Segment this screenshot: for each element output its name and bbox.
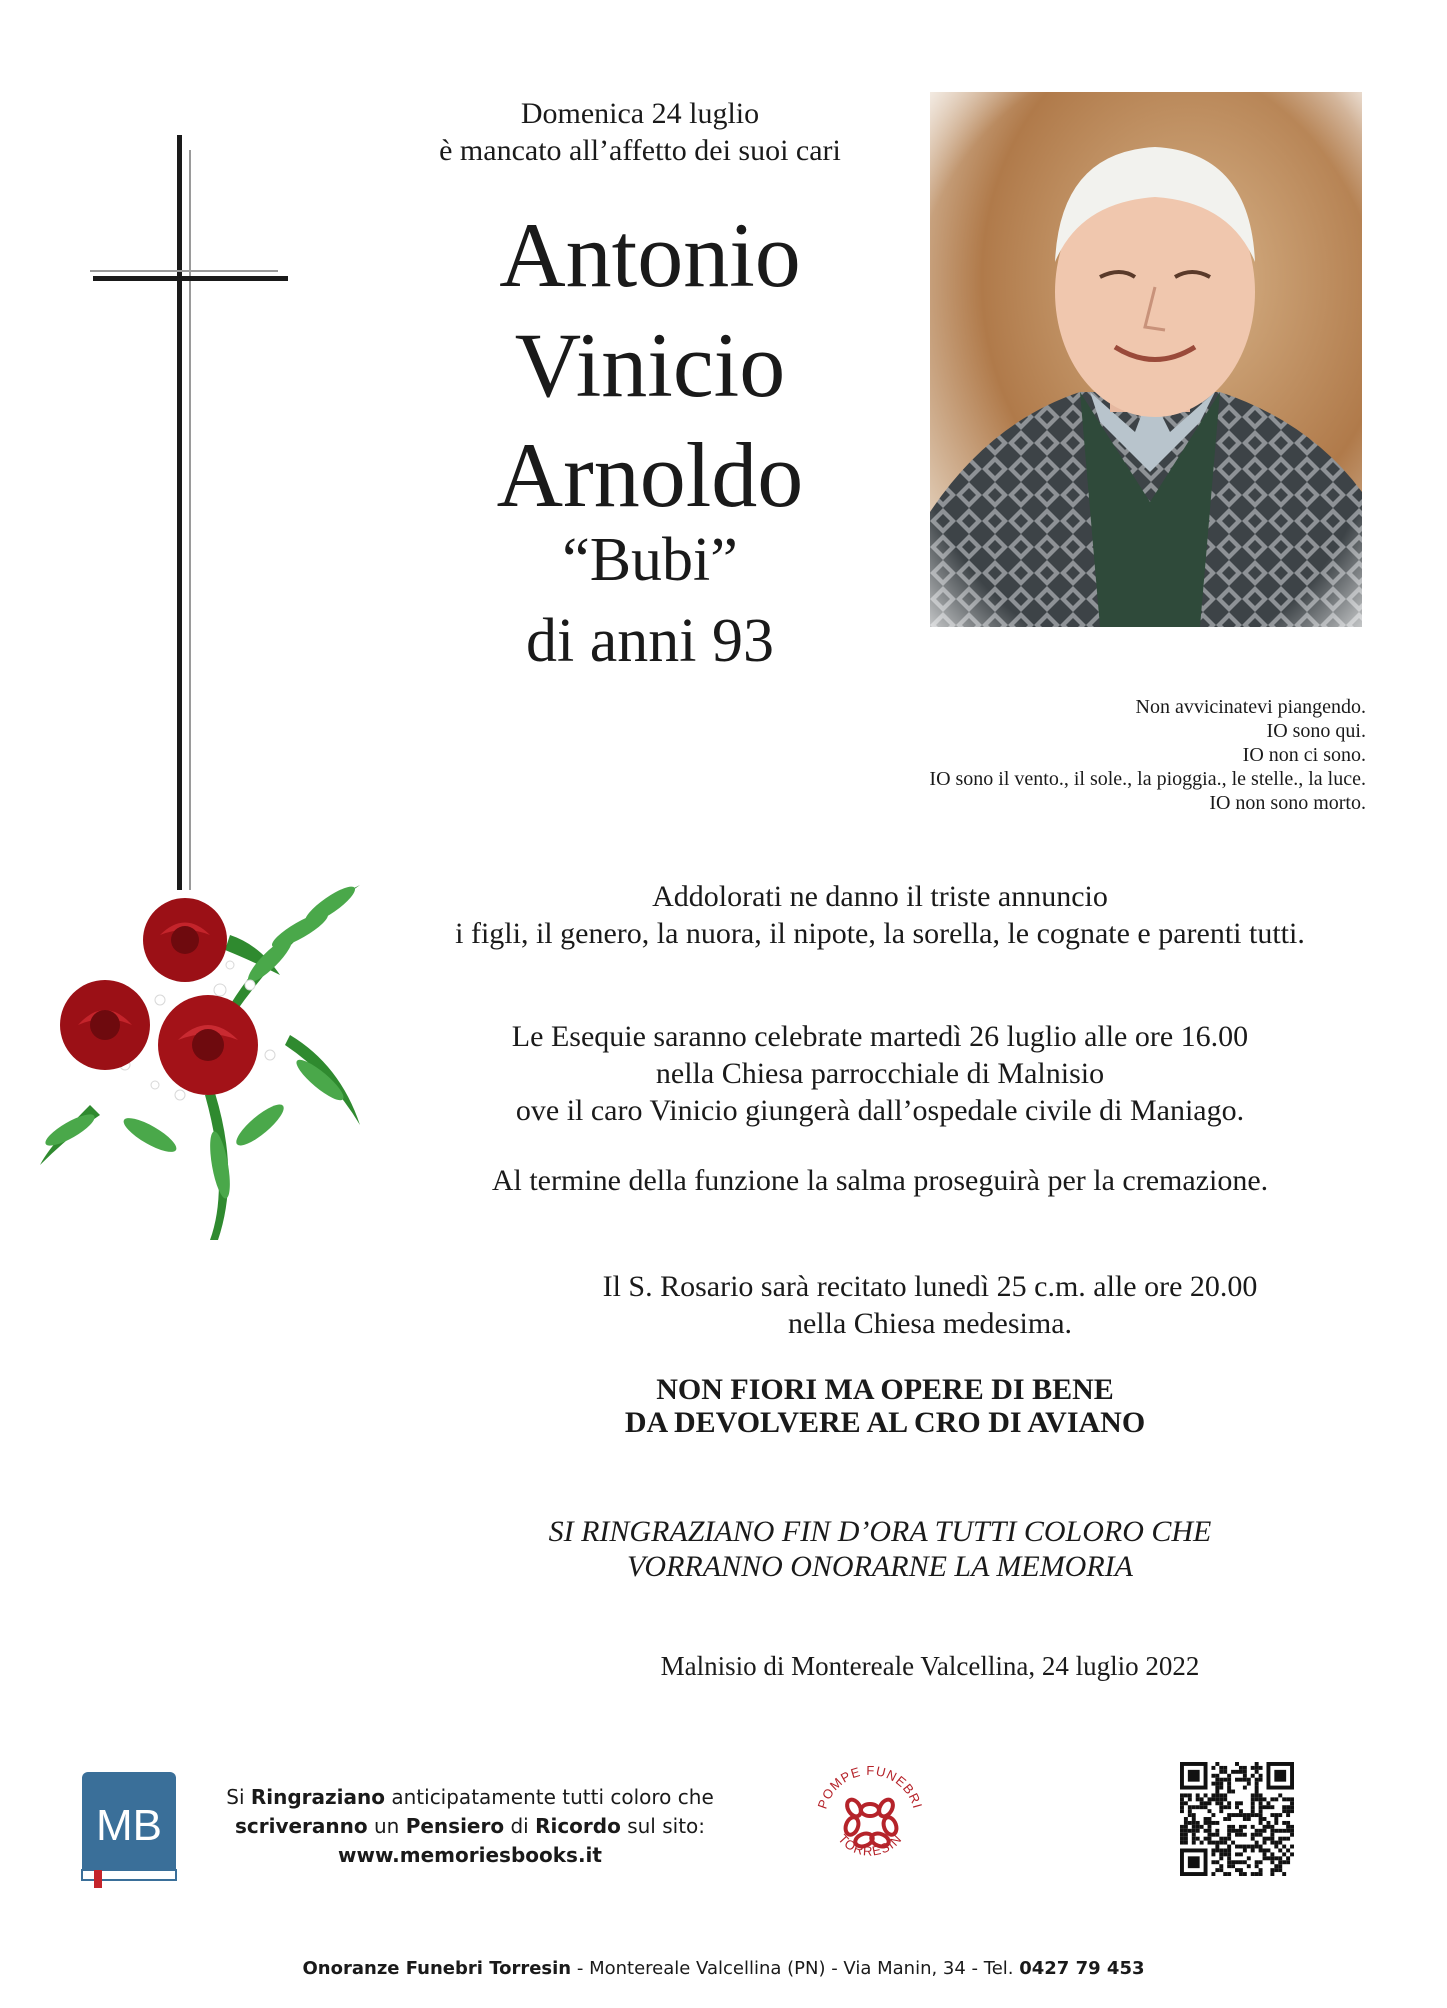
poem — [806, 695, 1366, 815]
age: di anni 93 — [526, 607, 774, 675]
first-name: Antonio — [499, 204, 801, 306]
pompe-funebri-logo-icon — [810, 1750, 930, 1880]
pompe-bottom-text: TORRESIN — [835, 1831, 905, 1859]
mb-text-bold: Ricordo — [535, 1814, 621, 1838]
rosary-line: Il S. Rosario sarà recitato lunedì 25 c.m. alle ore 20.00 — [602, 1270, 1258, 1303]
cross-icon — [189, 150, 191, 890]
cross-vertical — [177, 135, 182, 890]
mb-text-part: Si — [226, 1785, 251, 1809]
poem-line: Non avvicinatevi piangendo. — [1135, 696, 1366, 718]
donation-request — [480, 1373, 1290, 1439]
company-address: - Montereale Valcellina (PN) - Via Manin, 34 - Tel. — [571, 1958, 1020, 1979]
mb-text-part: un — [367, 1814, 406, 1838]
funeral-line: nella Chiesa parrocchiale di Malnisio — [655, 1057, 1105, 1090]
mb-website-link[interactable]: www.memoriesbooks.it — [338, 1843, 602, 1867]
rosary-info — [480, 1268, 1380, 1342]
poem-line: IO non sono morto. — [1209, 792, 1366, 814]
place-date: Malnisio di Montereale Valcellina, 24 luglio 2022 — [660, 1651, 1200, 1681]
funeral-home-contact — [0, 1958, 1447, 1979]
poem-line: IO sono il vento., il sole., la pioggia., le stelle., la luce. — [929, 768, 1366, 790]
date-line: Domenica 24 luglio — [520, 97, 760, 130]
company-name: Onoranze Funebri Torresin — [302, 1958, 572, 1979]
mb-text-part: di — [504, 1814, 536, 1838]
thanks-line: VORRANNO ONORARNE LA MEMORIA — [627, 1550, 1133, 1583]
funeral-line: ove il caro Vinicio giungerà dall’ospedale civile di Maniago. — [515, 1094, 1245, 1127]
request-line: DA DEVOLVERE AL CRO DI AVIANO — [624, 1406, 1146, 1439]
thanks-note — [430, 1514, 1330, 1584]
mb-text-part: anticipatamente tutti coloro che — [385, 1785, 714, 1809]
memoriesbooks-message — [210, 1783, 730, 1870]
intro-line: è mancato all’affetto dei suoi cari — [439, 134, 841, 167]
mb-text-bold: Pensiero — [405, 1814, 505, 1838]
announcement — [380, 878, 1380, 952]
announcement-line: Addolorati ne danno il triste annuncio — [652, 880, 1108, 913]
poem-line: IO non ci sono. — [1242, 744, 1366, 766]
pompe-top-text: POMPE FUNEBRI — [814, 1762, 926, 1811]
mb-line-2 — [210, 1812, 730, 1841]
last-name: Arnoldo — [496, 424, 804, 526]
poem-line: IO sono qui. — [1266, 720, 1366, 742]
roses-bouquet-icon — [30, 865, 380, 1240]
company-phone[interactable]: 0427 79 453 — [1019, 1958, 1145, 1979]
rosary-line: nella Chiesa medesima. — [787, 1307, 1073, 1340]
memoriesbooks-logo-icon[interactable] — [80, 1770, 180, 1890]
announcement-line: i figli, il genero, la nuora, il nipote, la sorella, le cognate e parenti tutti. — [455, 917, 1305, 950]
cross-horizontal — [93, 276, 288, 281]
nickname: “Bubi” — [562, 526, 738, 594]
mb-text-bold: Ringraziano — [250, 1785, 385, 1809]
intro-text — [390, 95, 890, 169]
qr-code-icon[interactable] — [1180, 1762, 1294, 1876]
middle-name: Vinicio — [514, 314, 786, 416]
cross-shadow — [90, 270, 278, 272]
mb-text-part: sul sito: — [620, 1814, 706, 1838]
portrait-photo — [930, 92, 1362, 627]
deceased-name — [400, 200, 900, 530]
mb-line-1 — [210, 1783, 730, 1812]
request-line: NON FIORI MA OPERE DI BENE — [656, 1373, 1114, 1406]
funeral-info — [430, 1018, 1330, 1129]
mb-text-bold: scriveranno — [234, 1814, 368, 1838]
mb-logo-text: MB — [96, 1801, 162, 1850]
funeral-line: Le Esequie saranno celebrate martedì 26 luglio alle ore 16.00 — [511, 1020, 1249, 1053]
thanks-line: SI RINGRAZIANO FIN D’ORA TUTTI COLORO CHE — [548, 1515, 1212, 1548]
cremation-note: Al termine della funzione la salma proseguirà per la cremazione. — [491, 1164, 1269, 1197]
